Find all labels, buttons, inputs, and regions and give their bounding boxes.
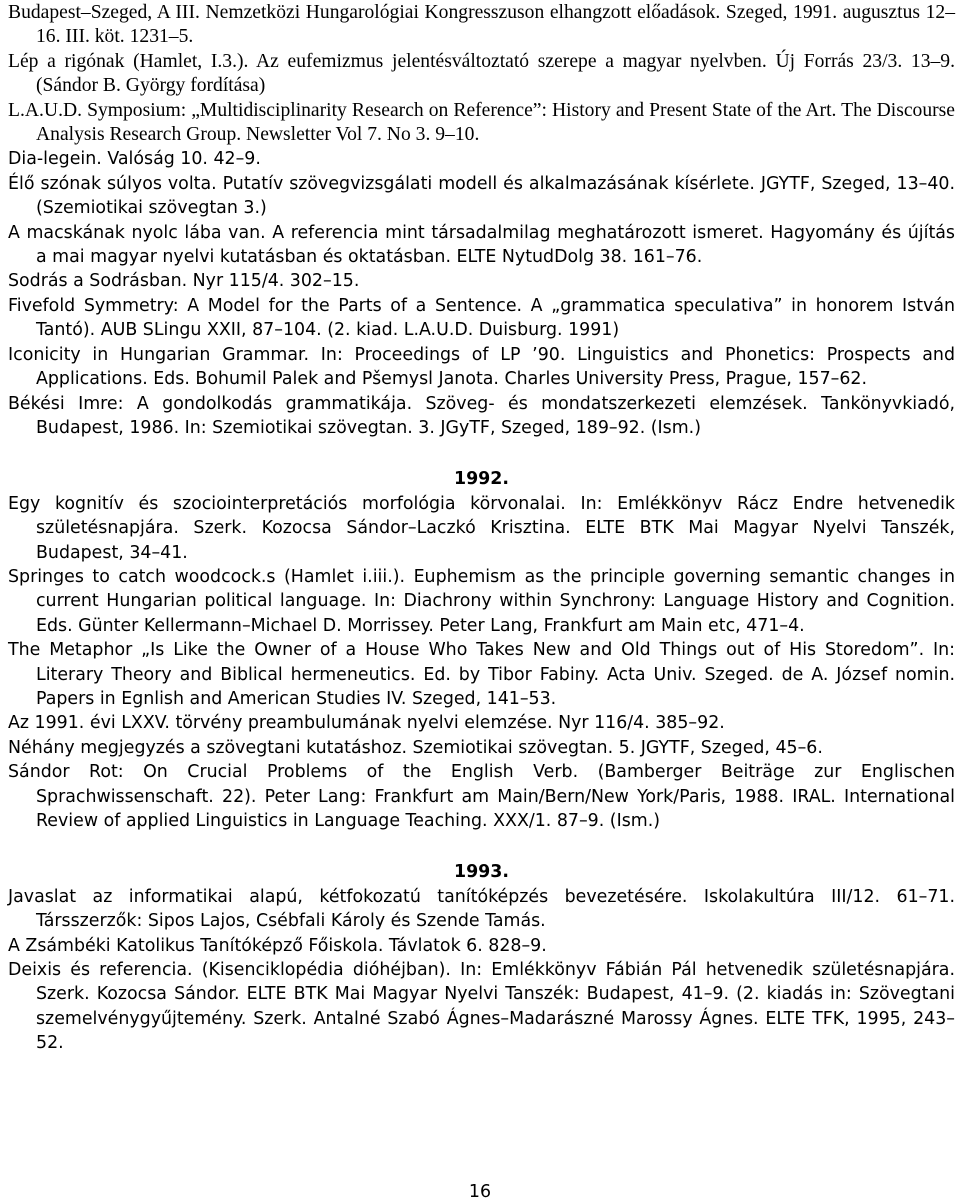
- bibliography-entry: Fivefold Symmetry: A Model for the Parts of a Sentence. A „grammatica speculativa” in honorem István Tantó). AUB SLingu XXII, 87–104. (2. kiad. L.A.U.D. Duisburg. 1991): [8, 295, 955, 341]
- bibliography-entry: Lép a rigónak (Hamlet, I.3.). Az eufemizmus jelentésváltoztató szerepe a magyar nyelvben. Új Forrás 23/3. 13–9. (Sándor B. György fordítása): [8, 50, 955, 97]
- bibliography-entry: L.A.U.D. Symposium: „Multidisciplinarity Research on Reference”: History and Present State of the Art. The Discourse Analysis Research Group. Newsletter Vol 7. No 3. 9–10.: [8, 99, 955, 146]
- bibliography-entry: Békési Imre: A gondolkodás grammatikája. Szöveg- és mondatszerkezeti elemzések. Tankönyvkiadó, Budapest, 1986. In: Szemiotikai szövegtan. 3. JGyTF, Szeged, 189–92. (Ism.): [8, 393, 955, 438]
- bibliography-entry: Néhány megjegyzés a szövegtani kutatáshoz. Szemiotikai szövegtan. 5. JGYTF, Szeged, 45–6.: [8, 737, 823, 758]
- bibliography-entry: Sodrás a Sodrásban. Nyr 115/4. 302–15.: [8, 271, 360, 292]
- bibliography-entry: The Metaphor „Is Like the Owner of a House Who Takes New and Old Things out of His Storedom”. In: Literary Theory and Biblical hermeneutics. Ed. by Tibor Fabiny. Acta Univ. Szeged. de A. József nomin. Papers in Egnlish and American Studies IV. Szeged, 141–53.: [8, 640, 955, 709]
- bibliography-entry: Deixis és referencia. (Kisenciklopédia dióhéjban). In: Emlékkönyv Fábián Pál hetvenedik születésnapjára. Szerk. Kozocsa Sándor. ELTE BTK Mai Magyar Nyelvi Tanszék: Budapest, 41–9. (2. kiadás in: Szövegtani szemelvénygyűjtemény. Szerk. Antalné Szabó Ágnes–Madarászné Marossy Ágnes. ELTE TFK, 1995, 243–52.: [8, 960, 955, 1054]
- bibliography-entry: A Zsámbéki Katolikus Tanítóképző Főiskola. Távlatok 6. 828–9.: [8, 935, 547, 956]
- bibliography-entry: Dia-legein. Valóság 10. 42–9.: [8, 149, 261, 170]
- page-number: 16: [468, 1182, 492, 1202]
- year-heading-1992: 1992.: [453, 469, 509, 490]
- bibliography-entry: Springes to catch woodcock.s (Hamlet i.iii.). Euphemism as the principle governing semantic changes in current Hungarian political language. In: Diachrony within Synchrony: Language History and Cognition. Eds. Günter Kellermann–Michael D. Morrissey. Peter Lang, Frankfurt am Main etc, 471–4.: [8, 566, 955, 636]
- bibliography-list: [8, 1, 955, 1056]
- bibliography-entry: Budapest–Szeged, A III. Nemzetközi Hungarológiai Kongresszuson elhangzott előadások. Szeged, 1991. augusztus 12–16. III. köt. 1231–5.: [8, 2, 955, 48]
- bibliography-entry: Sándor Rot: On Crucial Problems of the English Verb. (Bamberger Beiträge zur Englischen Sprachwissenschaft. 22). Peter Lang: Frankfurt am Main/Bern/New York/Paris, 1988. IRAL. International Review of applied Linguistics in Language Teaching. XXX/1. 87–9. (Ism.): [8, 762, 955, 831]
- bibliography-entry: Élő szónak súlyos volta. Putatív szövegvizsgálati modell és alkalmazásának kísérlete. JGYTF, Szeged, 13–40. (Szemiotikai szövegtan 3.): [8, 173, 955, 219]
- bibliography-entry: Az 1991. évi LXXV. törvény preambulumának nyelvi elemzése. Nyr 116/4. 385–92.: [8, 713, 725, 734]
- bibliography-entry: Egy kognitív és szociointerpretációs morfológia körvonalai. In: Emlékkönyv Rácz Endre hetvenedik születésnapjára. Szerk. Kozocsa Sándor–Laczkó Krisztina. ELTE BTK Mai Magyar Nyelvi Tanszék, Budapest, 34–41.: [8, 493, 955, 563]
- bibliography-entry: Iconicity in Hungarian Grammar. In: Proceedings of LP ’90. Linguistics and Phonetics: Prospects and Applications. Eds. Bohumil Palek and Pšemysl Janota. Charles University Press, Prague, 157–62.: [8, 344, 955, 390]
- bibliography-entry: A macskának nyolc lába van. A referencia mint társadalmilag meghatározott ismeret. Hagyomány és újítás a mai magyar nyelvi kutatásban és oktatásban. ELTE NytudDolg 38. 161–76.: [8, 222, 955, 268]
- bibliography-entry: Javaslat az informatikai alapú, kétfokozatú tanítóképzés bevezetésére. Iskolakultúra III/12. 61–71. Társszerzők: Sipos Lajos, Csébfali Károly és Szende Tamás.: [8, 886, 955, 932]
- year-heading-1993: 1993.: [453, 862, 509, 883]
